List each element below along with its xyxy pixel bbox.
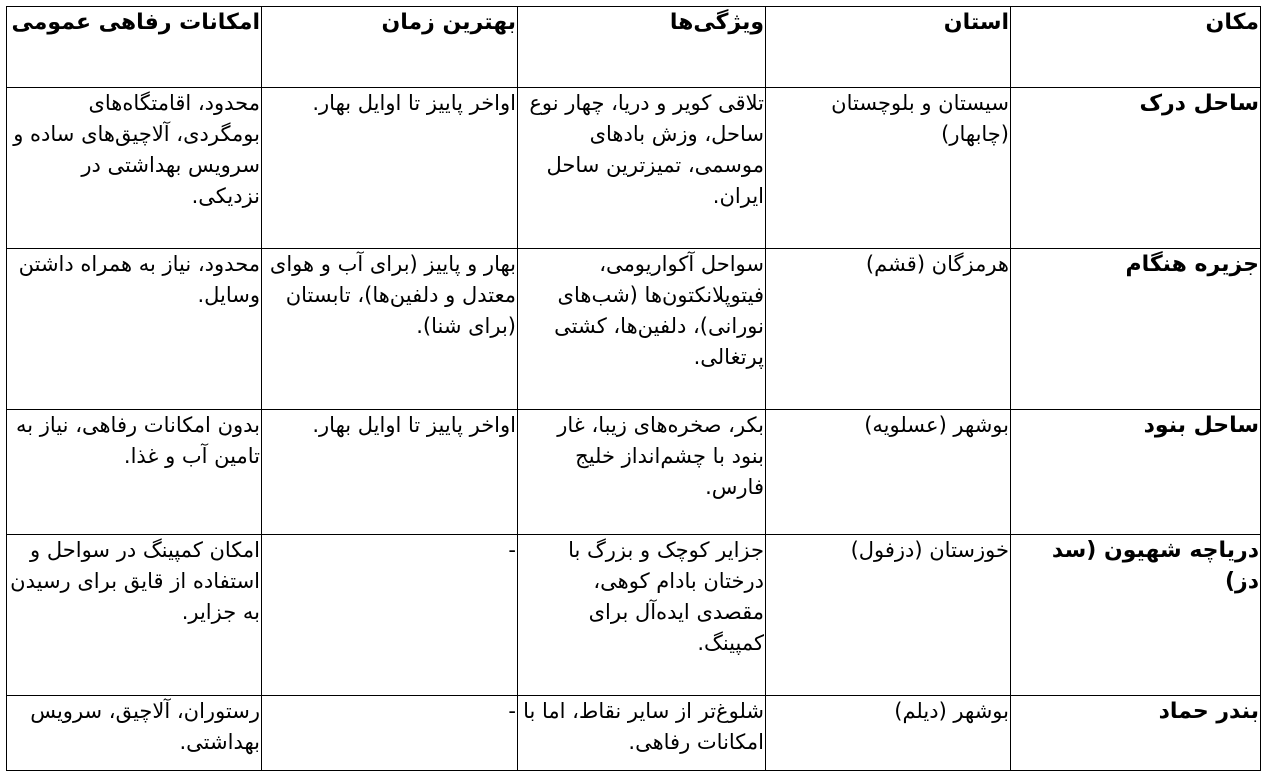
header-features: ویژگی‌ها bbox=[518, 7, 766, 88]
cell-place: دریاچه شهیون (سد دز) bbox=[1011, 535, 1261, 696]
cell-facilities: امکان کمپینگ در سواحل و استفاده از قایق برای رسیدن به جزایر. bbox=[7, 535, 262, 696]
cell-province: سیستان و بلوچستان (چابهار) bbox=[766, 88, 1011, 249]
header-facilities: امکانات رفاهی عمومی bbox=[7, 7, 262, 88]
cell-best-time: بهار و پاییز (برای آب و هوای معتدل و دلفین‌ها)، تابستان (برای شنا). bbox=[262, 249, 518, 410]
cell-province: بوشهر (دیلم) bbox=[766, 696, 1011, 771]
cell-facilities: بدون امکانات رفاهی، نیاز به تامین آب و غذا. bbox=[7, 410, 262, 535]
cell-province: هرمزگان (قشم) bbox=[766, 249, 1011, 410]
cell-place: ساحل بنود bbox=[1011, 410, 1261, 535]
cell-place: جزیره هنگام bbox=[1011, 249, 1261, 410]
cell-province: بوشهر (عسلویه) bbox=[766, 410, 1011, 535]
cell-features: شلوغ‌تر از سایر نقاط، اما با امکانات رفاهی. bbox=[518, 696, 766, 771]
cell-features: بکر، صخره‌های زیبا، غار بنود با چشم‌انداز خلیج فارس. bbox=[518, 410, 766, 535]
cell-place: بندر حماد bbox=[1011, 696, 1261, 771]
cell-facilities: رستوران، آلاچیق، سرویس بهداشتی. bbox=[7, 696, 262, 771]
cell-province: خوزستان (دزفول) bbox=[766, 535, 1011, 696]
header-province: استان bbox=[766, 7, 1011, 88]
table-row bbox=[7, 696, 1261, 771]
table-row bbox=[7, 249, 1261, 410]
cell-place: ساحل درک bbox=[1011, 88, 1261, 249]
cell-facilities: محدود، نیاز به همراه داشتن وسایل. bbox=[7, 249, 262, 410]
cell-best-time: اواخر پاییز تا اوایل بهار. bbox=[262, 88, 518, 249]
header-best-time: بهترین زمان bbox=[262, 7, 518, 88]
cell-best-time: اواخر پاییز تا اوایل بهار. bbox=[262, 410, 518, 535]
cell-facilities: محدود، اقامتگاه‌های بومگردی، آلاچیق‌های ساده و سرویس بهداشتی در نزدیکی. bbox=[7, 88, 262, 249]
cell-best-time: - bbox=[262, 535, 518, 696]
cell-features: سواحل آکواریومی، فیتوپلانکتون‌ها (شب‌های نورانی)، دلفین‌ها، کشتی پرتغالی. bbox=[518, 249, 766, 410]
table-row bbox=[7, 88, 1261, 249]
table-row bbox=[7, 410, 1261, 535]
destinations-table bbox=[6, 6, 1261, 771]
header-place: مکان bbox=[1011, 7, 1261, 88]
cell-features: تلاقی کویر و دریا، چهار نوع ساحل، وزش بادهای موسمی، تمیزترین ساحل ایران. bbox=[518, 88, 766, 249]
table-header-row bbox=[7, 7, 1261, 88]
table-row bbox=[7, 535, 1261, 696]
cell-best-time: - bbox=[262, 696, 518, 771]
cell-features: جزایر کوچک و بزرگ با درختان بادام کوهی، مقصدی ایده‌آل برای کمپینگ. bbox=[518, 535, 766, 696]
